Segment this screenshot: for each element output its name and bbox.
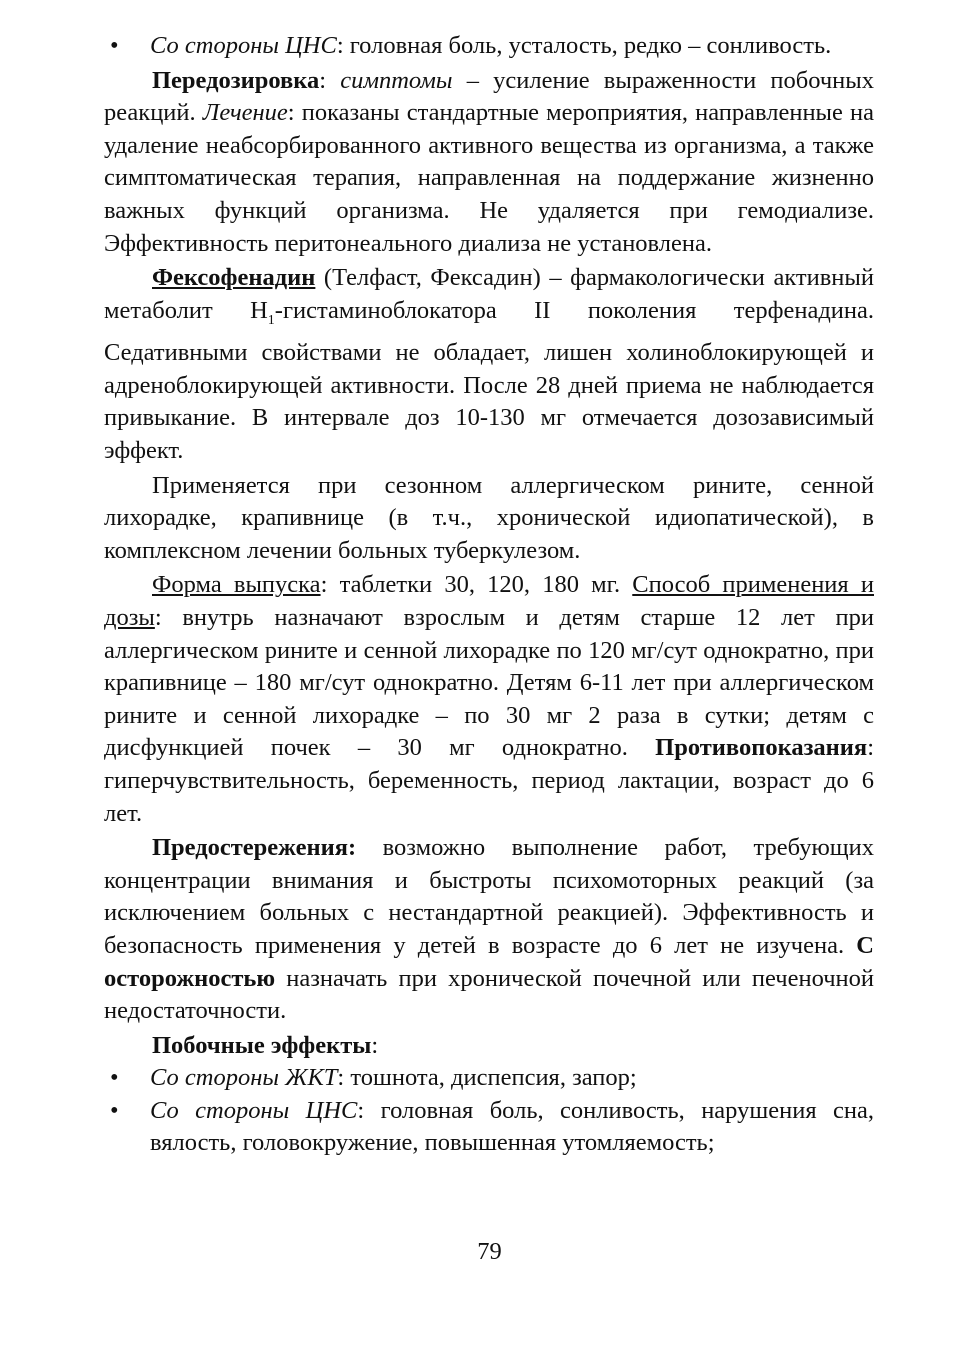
list-item-text: : головная боль, сонливость, нарушения сна, вялость, головокружение, повышенная утомляемость; xyxy=(150,1096,874,1157)
list-item-text: : тошнота, диспепсия, запор; xyxy=(337,1064,637,1092)
text-span: Применяется при сезонном аллергическом рините, сенной лихорадке, крапивнице (в т.ч., хронической идиопатической), в комплексном лечении больных туберкулезом. xyxy=(104,471,874,564)
text-span: : таблетки 30, 120, 180 мг. xyxy=(320,571,633,599)
caution-label: С осторожностью xyxy=(104,931,874,992)
text-span: : xyxy=(371,1031,379,1059)
contraindications-label: Противопоказания xyxy=(655,734,868,762)
side-effects-heading xyxy=(104,1030,874,1063)
text-span: : внутрь назначают взрослым и детям старше 12 лет при аллергическом рините и сенной лихорадке по 120 мг/сут однократно, при крапивнице – 180 мг/сут однократно. Детям 6-11 лет при аллергическом рините и сенной лихорадке – по 30 мг 2 раза в сутки; детям с дисфункцией почек – 30 мг однократно. xyxy=(104,603,874,762)
subscript: 1 xyxy=(267,312,275,328)
symptoms-label: симптомы xyxy=(340,66,453,94)
paragraph-overdose xyxy=(104,65,874,261)
bullet-marker: • xyxy=(110,1064,119,1092)
text-span: назначать при хронической почечной или печеночной недостаточности. xyxy=(104,964,874,1025)
bullet-marker: • xyxy=(110,1096,119,1124)
list-item-gi xyxy=(104,1062,874,1095)
list-item-title: Со стороны ЦНС xyxy=(150,1096,358,1124)
drug-name: Фексофенадин xyxy=(152,264,316,292)
text-span: : гиперчувствительность, беременность, период лактации, возраст до 6 лет. xyxy=(104,734,874,827)
treatment-label: Лечение xyxy=(202,99,288,127)
text-span: (Телфаст, Фексадин) – фармакологически активный метаболит Н xyxy=(104,264,874,324)
bullet-marker: • xyxy=(110,32,119,59)
text-span: : показаны стандартные мероприятия, направленные на удаление неабсорбированного активного вещества из организма, а также симптоматическая терапия, направленная на поддержание жизненно важных функций организма. Не удаляется при гемодиализе. Эффективность перитонеального диализа не установлена. xyxy=(104,99,874,257)
page-number: 79 xyxy=(477,1238,502,1265)
list-item-text: : головная боль, усталость, редко – сонливость. xyxy=(336,32,832,59)
paragraph-fexofenadine xyxy=(104,262,874,467)
text-span: : xyxy=(319,66,341,94)
text-span: возможно выполнение работ, требующих концентрации внимания и быстроты психомоторных реакций (за исключением больных с нестандартной реакцией). Эффективность и безопасность применения у детей в возрасте до 6 лет не изучена. xyxy=(104,834,874,959)
list-item-cns-2 xyxy=(104,1095,874,1160)
release-form-label: Форма выпуска xyxy=(152,571,321,599)
method-label: Способ применения и дозы xyxy=(104,571,874,631)
page-body xyxy=(104,30,874,1160)
list-item-title: Со стороны ЖКТ xyxy=(150,1064,338,1092)
paragraph-dosage xyxy=(104,569,874,830)
overdose-heading: Передозировка xyxy=(152,66,320,94)
paragraph-indications xyxy=(104,470,874,568)
text-span: – усиление выраженности побочных реакций. xyxy=(104,66,874,127)
precautions-label: Предостережения: xyxy=(152,834,357,862)
side-effects-title: Побочные эффекты xyxy=(152,1031,372,1059)
text-span: -гистаминоблокатора II поколения терфенадина. Седативными свойствами не обладает, лишен холиноблокирующей и адреноблокирующей активности. После 28 дней приема не наблюдается привыкание. В интервале доз 10-130 мг отмечается дозозависимый эффект. xyxy=(104,296,875,465)
list-item-cns-1 xyxy=(104,30,874,63)
paragraph-precautions xyxy=(104,832,874,1028)
list-item-title: Со стороны ЦНС xyxy=(150,32,337,59)
